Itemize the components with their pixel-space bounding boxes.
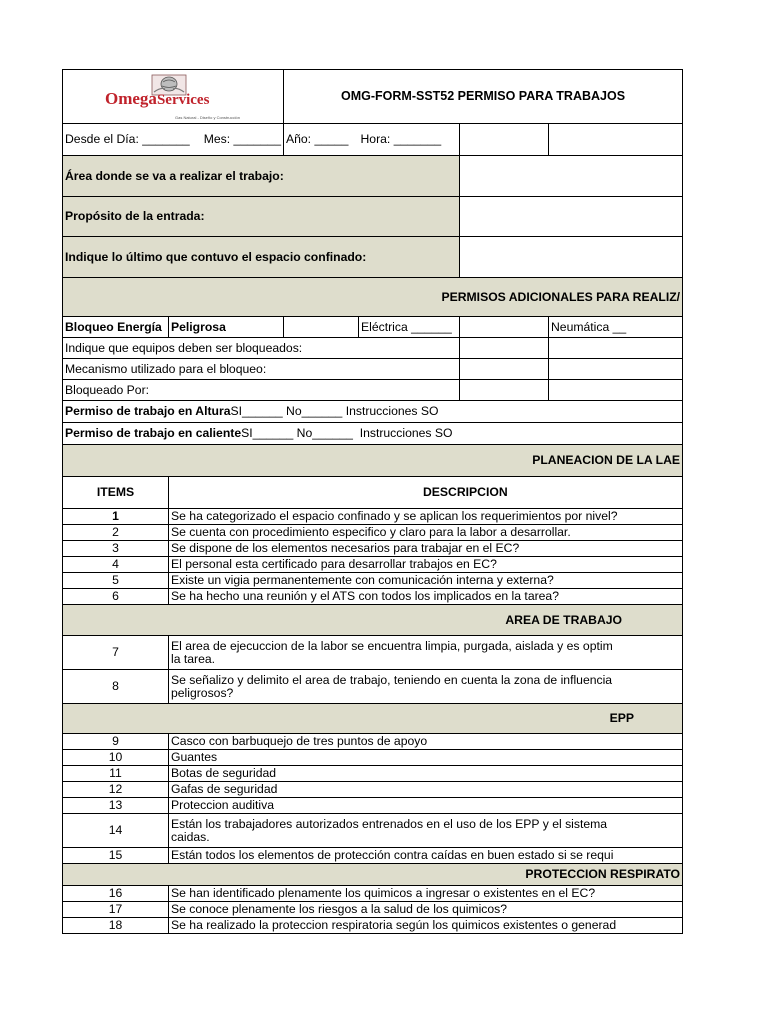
item-description: Proteccion auditiva bbox=[169, 798, 683, 814]
purpose-row bbox=[63, 197, 683, 237]
hot-permit-cell bbox=[63, 423, 683, 445]
logo-cell bbox=[63, 70, 284, 124]
locked-by-answer[interactable] bbox=[460, 380, 549, 401]
item-number: 4 bbox=[63, 557, 169, 573]
checklist-row bbox=[63, 782, 683, 798]
respiratory-list bbox=[63, 886, 683, 934]
item-number: 10 bbox=[63, 750, 169, 766]
item-number: 12 bbox=[63, 782, 169, 798]
omega-services-logo bbox=[93, 72, 253, 118]
date-extra-cell[interactable] bbox=[460, 124, 549, 156]
header-row bbox=[63, 70, 683, 124]
checklist-row bbox=[63, 589, 683, 605]
item-number: 3 bbox=[63, 541, 169, 557]
hot-permit-label: Permiso de trabajo en caliente bbox=[65, 426, 242, 440]
equipment-answer[interactable] bbox=[460, 338, 549, 359]
logo-wordmark: OmegaServices bbox=[105, 89, 210, 108]
last-content-answer[interactable] bbox=[460, 237, 683, 278]
item-description: Se señalizo y delimito el area de trabajo, teniendo en cuenta la zona de influencia peligrosos? bbox=[169, 670, 683, 704]
item-description: Están todos los elementos de protección contra caídas en buen estado si se requi bbox=[169, 848, 683, 864]
item-number: 9 bbox=[63, 734, 169, 750]
purpose-label: Propósito de la entrada: bbox=[63, 197, 460, 237]
form-title: OMG-FORM-SST52 PERMISO PARA TRABAJOS bbox=[284, 70, 683, 124]
respiratory-heading: PROTECCION RESPIRATO bbox=[63, 864, 683, 886]
checklist-row bbox=[63, 750, 683, 766]
item-description: Están los trabajadores autorizados entrenados en el uso de los EPP y el sistema caidas. bbox=[169, 814, 683, 848]
locked-by-label: Bloqueado Por: bbox=[63, 380, 460, 401]
year-field[interactable]: Año: _____ bbox=[284, 124, 359, 156]
checklist-row bbox=[63, 509, 683, 525]
checklist-row bbox=[63, 636, 683, 670]
column-header-row bbox=[63, 477, 683, 509]
epp-list bbox=[63, 734, 683, 864]
area-label: Área donde se va a realizar el trabajo: bbox=[63, 156, 460, 197]
checklist-row bbox=[63, 670, 683, 704]
item-number: 7 bbox=[63, 636, 169, 670]
epp-heading-row bbox=[63, 704, 683, 734]
pneumatic-field[interactable]: Neumática __ bbox=[549, 317, 683, 338]
checklist-row bbox=[63, 798, 683, 814]
checklist-row bbox=[63, 886, 683, 902]
description-column-header: DESCRIPCION bbox=[169, 477, 683, 509]
date-row bbox=[63, 124, 683, 156]
item-description: Se han identificado plenamente los quimicos a ingresar o existentes en el EC? bbox=[169, 886, 683, 902]
locked-by-row bbox=[63, 380, 683, 401]
equipment-label: Indique que equipos deben ser bloqueados: bbox=[63, 338, 460, 359]
electric-field[interactable]: Eléctrica ______ bbox=[359, 317, 460, 338]
item-description: Guantes bbox=[169, 750, 683, 766]
lockout-label-b: Peligrosa bbox=[169, 317, 284, 338]
item-number: 13 bbox=[63, 798, 169, 814]
month-field[interactable]: Mes: _______ bbox=[169, 124, 284, 156]
area-row bbox=[63, 156, 683, 197]
hour-field[interactable]: Hora: _______ bbox=[359, 124, 460, 156]
mechanism-row bbox=[63, 359, 683, 380]
item-number: 14 bbox=[63, 814, 169, 848]
equipment-answer[interactable] bbox=[549, 338, 683, 359]
item-number: 6 bbox=[63, 589, 169, 605]
item-description: Existe un vigia permanentemente con comunicación interna y externa? bbox=[169, 573, 683, 589]
item-number: 8 bbox=[63, 670, 169, 704]
lockout-empty-cell[interactable] bbox=[460, 317, 549, 338]
item-description: Se conoce plenamente los riesgos a la salud de los quimicos? bbox=[169, 902, 683, 918]
items-column-header: ITEMS bbox=[63, 477, 169, 509]
work-area-list bbox=[63, 636, 683, 704]
permits-heading: PERMISOS ADICIONALES PARA REALIZ/ bbox=[63, 278, 683, 317]
item-number: 5 bbox=[63, 573, 169, 589]
lockout-label-a: Bloqueo Energía bbox=[63, 317, 169, 338]
item-number: 11 bbox=[63, 766, 169, 782]
hot-permit-row bbox=[63, 423, 683, 445]
item-description: El personal esta certificado para desarrollar trabajos en EC? bbox=[169, 557, 683, 573]
height-permit-row bbox=[63, 401, 683, 423]
mechanism-answer[interactable] bbox=[549, 359, 683, 380]
height-permit-options[interactable]: SI______ No______ Instrucciones SO bbox=[230, 404, 439, 418]
date-extra-cell[interactable] bbox=[549, 124, 683, 156]
height-permit-label: Permiso de trabajo en Altura bbox=[65, 404, 231, 418]
planning-heading: PLANEACION DE LA LAE bbox=[63, 445, 683, 477]
last-content-label: Indique lo último que contuvo el espacio confinado: bbox=[63, 237, 460, 278]
checklist-row bbox=[63, 541, 683, 557]
work-area-heading: AREA DE TRABAJO bbox=[63, 605, 683, 636]
lockout-empty-cell[interactable] bbox=[284, 317, 359, 338]
permit-form-sheet bbox=[62, 69, 681, 934]
checklist-row bbox=[63, 734, 683, 750]
permit-form-table bbox=[62, 69, 683, 934]
day-field[interactable]: Desde el Día: _______ bbox=[63, 124, 169, 156]
equipment-row bbox=[63, 338, 683, 359]
mechanism-answer[interactable] bbox=[460, 359, 549, 380]
planning-heading-row bbox=[63, 445, 683, 477]
item-description: Se ha hecho una reunión y el ATS con todos los implicados en la tarea? bbox=[169, 589, 683, 605]
item-description: Se ha realizado la proteccion respiratoria según los quimicos existentes o generad bbox=[169, 918, 683, 934]
checklist-row bbox=[63, 902, 683, 918]
item-number: 17 bbox=[63, 902, 169, 918]
last-content-row bbox=[63, 237, 683, 278]
item-number: 15 bbox=[63, 848, 169, 864]
item-description: Casco con barbuquejo de tres puntos de apoyo bbox=[169, 734, 683, 750]
item-description: Gafas de seguridad bbox=[169, 782, 683, 798]
purpose-answer[interactable] bbox=[460, 197, 683, 237]
item-description: El area de ejecuccion de la labor se encuentra limpia, purgada, aislada y es optim la tarea. bbox=[169, 636, 683, 670]
checklist-row bbox=[63, 918, 683, 934]
item-description: Se ha categorizado el espacio confinado y se aplican los requerimientos por nivel? bbox=[169, 509, 683, 525]
item-description: Botas de seguridad bbox=[169, 766, 683, 782]
logo-tagline: Gas Natural - Diseño y Construcción bbox=[175, 115, 240, 120]
lockout-row bbox=[63, 317, 683, 338]
checklist-row bbox=[63, 557, 683, 573]
checklist-row bbox=[63, 848, 683, 864]
height-permit-cell bbox=[63, 401, 683, 423]
checklist-row bbox=[63, 573, 683, 589]
hot-permit-options[interactable]: SI______ No______ Instrucciones SO bbox=[241, 426, 453, 440]
checklist-row bbox=[63, 814, 683, 848]
item-number: 2 bbox=[63, 525, 169, 541]
item-description: Se dispone de los elementos necesarios para trabajar en el EC? bbox=[169, 541, 683, 557]
permits-heading-row bbox=[63, 278, 683, 317]
planning-list bbox=[63, 509, 683, 605]
area-answer[interactable] bbox=[460, 156, 683, 197]
locked-by-answer[interactable] bbox=[549, 380, 683, 401]
item-description: Se cuenta con procedimiento especifico y claro para la labor a desarrollar. bbox=[169, 525, 683, 541]
work-area-heading-row bbox=[63, 605, 683, 636]
item-number: 16 bbox=[63, 886, 169, 902]
item-number: 1 bbox=[63, 509, 169, 525]
item-number: 18 bbox=[63, 918, 169, 934]
epp-heading: EPP bbox=[63, 704, 683, 734]
mechanism-label: Mecanismo utilizado para el bloqueo: bbox=[63, 359, 460, 380]
respiratory-heading-row bbox=[63, 864, 683, 886]
checklist-row bbox=[63, 766, 683, 782]
checklist-row bbox=[63, 525, 683, 541]
